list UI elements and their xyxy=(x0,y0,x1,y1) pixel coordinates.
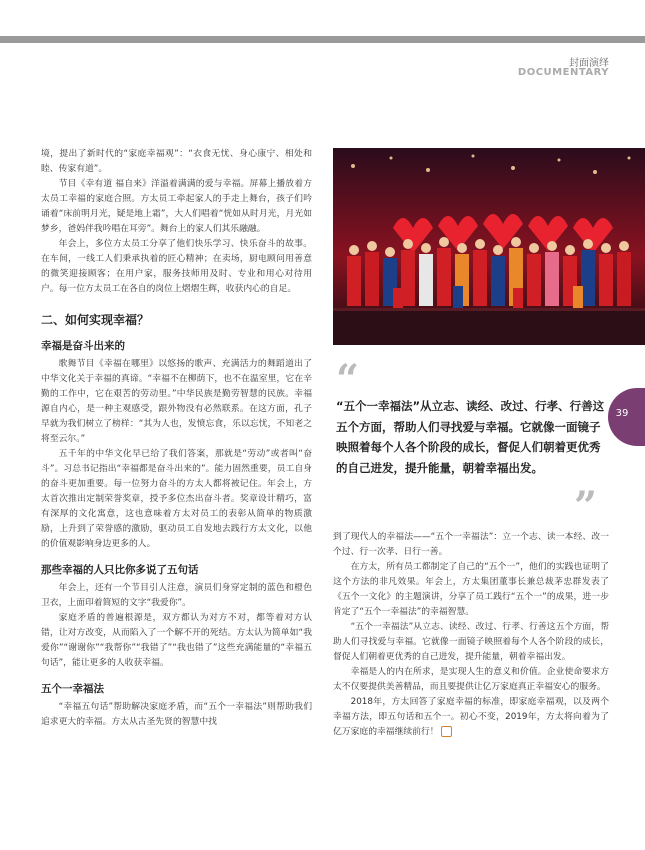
paragraph: 到了现代人的幸福法——“五个一幸福法”：立一个志、读一本经、改一个过、行一次孝、日行一善。 xyxy=(333,532,609,557)
paragraph xyxy=(333,695,609,740)
subheading: 幸福是奋斗出来的 xyxy=(41,340,125,352)
subheading: 那些幸福的人只比你多说了五句话 xyxy=(41,564,199,576)
end-mark-icon xyxy=(441,726,452,737)
page-number: 39 xyxy=(615,408,629,419)
paragraph: 家庭矛盾的普遍根源是，双方都认为对方不对，都等着对方认错，让对方改变，从而陷入了一个解不开的死结。方太认为简单如“我爱你”“谢谢你”“我帮你”“我错了”“我也错了”这些充满能量的“幸福五句话”，能让更多的人收获幸福。 xyxy=(41,613,312,668)
paragraph: 五千年的中华文化早已给了我们答案，那就是“劳动”或者叫“奋斗”。习总书记指出“幸福都是奋斗出来的”。能力固然重要，员工自身的奋斗更加重要。每一位努力奋斗的方太人都将被记住。年会上，方太首次推出定制荣誉奖章，授予多位杰出奋斗者。奖章设计精巧，富有深厚的文化寓意，这也意味着方太对员工的表彰从简单的物质激励，上升到了荣誉感的激励，驱动员工自发地去践行方太文化，以他的价值观影响身边更多的人。 xyxy=(41,449,312,549)
paragraph: 节目《幸有道 福自来》洋溢着满满的爱与幸福。屏幕上播放着方太员工幸福的家庭合照。方太员工牵起家人的手走上舞台，孩子们吟诵着“床前明月光，疑是地上霜”，大人们唱着“恍如从时月光，月光如梦乡，爸妈伴我吟唱在耳旁”。舞台上的家人们其乐融融。 xyxy=(41,179,312,234)
left-column xyxy=(41,147,312,730)
quote-close-icon: ” xyxy=(574,483,598,530)
section-heading: 二、如何实现幸福？ xyxy=(41,313,150,327)
paragraph: 歌舞节目《幸福在哪里》以悠扬的歌声、充满活力的舞蹈道出了中华文化关于幸福的真谛。“幸福不在柳荫下，也不在温室里，它在辛勤的工作中，它在艰苦的劳动里。”中华民族是勤劳智慧的民族。幸福源自内心，是一种主观感受，跟外物没有必然联系。在这方面，孔子早就为我们树立了榜样：“其为人也，发愤忘食，乐以忘忧，不知老之将至云尔。” xyxy=(41,359,312,444)
closing-text: 2018年，方太回答了家庭幸福的标准，即家庭幸福观，以及两个幸福方法，即五句话和五个一。初心不变，2019年，方太将向着为了亿万家庭的幸福继续前行！ xyxy=(333,697,609,737)
paragraph: 在方太，所有员工都制定了自己的“五个一”，他们的实践也证明了这个方法的非凡效果。年会上，方太集团董事长兼总裁茅忠群发表了《五个一文化》的主题演讲，分享了员工践行“五个一”的成果，进一步肯定了“五个一幸福法”的幸福智慧。 xyxy=(333,562,609,617)
top-rule xyxy=(0,36,645,43)
subheading: 五个一幸福法 xyxy=(41,683,104,695)
pull-quote: “五个一幸福法”从立志、读经、改过、行孝、行善这五个方面，帮助人们寻找爱与幸福。它就像一面镜子映照着每个人各个阶段的成长，督促人们朝着更优秀的自己进发，提升能量，朝着幸福出发。 xyxy=(336,399,605,475)
quote-open-icon: “ xyxy=(336,356,360,403)
paragraph: “幸福五句话”帮助解决家庭矛盾，而“五个一幸福法”则帮助我们追求更大的幸福。方太从古圣先贤的智慧中找 xyxy=(41,702,312,727)
stage-photo-illustration xyxy=(333,148,645,345)
right-column xyxy=(333,530,609,740)
section-title: 封面演绎 xyxy=(569,58,609,69)
paragraph: 年会上，还有一个节目引人注意，演员们身穿定制的蓝色和橙色卫衣，上面印着简短的文字“我爱你”。 xyxy=(41,583,312,608)
paragraph: 年会上，多位方太员工分享了他们快乐学习、快乐奋斗的故事。在车间，一线工人们秉承执着的匠心精神；在卖场，厨电顾问用善意的微笑迎接顾客；在用户家，服务技师用及时、专业和用心对待用户。每一位方太员工在各自的岗位上熠熠生辉，收获内心的自足。 xyxy=(41,239,312,294)
stage-photo xyxy=(333,148,645,345)
paragraph: 境，提出了新时代的“家庭幸福观”：“衣食无忧、身心康宁、相处和睦、传家有道”。 xyxy=(41,149,312,174)
paragraph: 幸福是人的内在所求，是实现人生的意义和价值。企业使命要求方太不仅要提供美善精品，而且要提供让亿万家庭真正幸福安心的服务。 xyxy=(333,667,609,692)
paragraph: “五个一幸福法”从立志、读经、改过、行孝、行善这五个方面，帮助人们寻找爱与幸福。它就像一面镜子映照着每个人各个阶段的成长，督促人们朝着更优秀的自己进发，提升能量，朝着幸福出发。 xyxy=(333,622,609,662)
section-subtitle: DOCUMENTARY xyxy=(517,67,609,78)
